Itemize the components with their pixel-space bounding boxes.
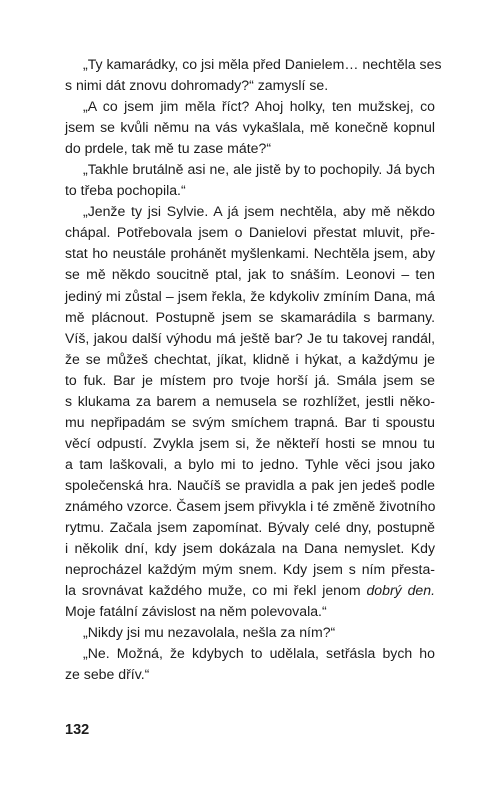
emphasis-text: dobrý den.	[366, 582, 435, 599]
paragraph	[65, 201, 435, 622]
text-line	[65, 454, 435, 475]
text-segment: Víš, jakou další výhodu má ještě bar? Je tu takovej randál,	[65, 329, 435, 346]
text-segment: Moje fatální závislost na něm polevovala.“	[65, 603, 327, 620]
text-segment: neprocházel každým mým snem. Kdy jsem s ním přesta-	[65, 561, 435, 578]
text-segment: známého vzorce. Časem jsem přivykla i té změně životního	[65, 497, 436, 514]
text-line	[65, 601, 435, 622]
text-segment: chápal. Potřebovala jsem o Danielovi přestat mluvit, pře-	[65, 224, 435, 241]
text-line	[65, 180, 435, 201]
text-segment: „Takhle brutálně asi ne, ale jistě by to pochopily. Já bych	[83, 161, 435, 178]
text-segment: s klukama za barem a nemusela se rozhlížet, jestli něko-	[65, 392, 435, 409]
text-line	[65, 138, 435, 159]
page-number: 132	[65, 722, 90, 738]
text-line	[65, 54, 442, 75]
text-segment: do prdele, tak mě tu zase máte?“	[65, 140, 272, 157]
paragraph	[65, 159, 435, 201]
text-line	[65, 307, 435, 328]
text-line	[65, 96, 435, 117]
text-segment: „Ty kamarádky, co jsi měla před Danielem… nechtěla ses	[83, 56, 442, 72]
text-segment: se mě někdo soucitně ptal, jak to snáším. Leonovi – ten	[65, 266, 435, 283]
text-line	[65, 243, 435, 264]
text-line	[65, 370, 435, 391]
text-segment: společenská hra. Naučíš se pravidla a pak jen jedeš podle	[65, 476, 435, 493]
text-line	[65, 559, 435, 580]
text-line	[65, 538, 435, 559]
text-line	[65, 328, 435, 349]
text-line	[65, 391, 435, 412]
text-line	[65, 264, 435, 285]
text-segment: to třeba pochopila.“	[65, 182, 186, 199]
text-segment: mě plácnout. Postupně jsem se skamarádila s barmany.	[65, 308, 435, 325]
text-segment: mu nepřipadám se svým smíchem trapná. Bar ti spoustu	[65, 413, 435, 430]
paragraph	[65, 622, 435, 643]
text-line	[65, 433, 435, 454]
text-segment: „A co jsem jim měla říct? Ahoj holky, ten mužskej, co	[83, 98, 435, 115]
paragraph	[65, 96, 435, 159]
text-segment: a tam laškovali, a bylo mi to jedno. Tyhle věci jsou jako	[65, 455, 435, 472]
paragraph	[65, 643, 435, 685]
text-segment: jsem se kvůli němu na vás vykašlala, mě konečně kopnul	[65, 119, 435, 136]
text-line	[65, 349, 435, 370]
text-segment: ze sebe dřív.“	[65, 666, 150, 683]
text-segment: že se můžeš chechtat, jíkat, klidně i hýkat, a každýmu je	[65, 350, 435, 367]
text-line	[65, 475, 435, 496]
text-segment: s nimi dát znovu dohromady?“ zamyslí se.	[65, 77, 329, 94]
text-line	[65, 622, 435, 643]
text-segment: „Nikdy jsi mu nezavolala, nešla za ním?“	[83, 624, 336, 641]
text-line	[65, 496, 435, 517]
text-line	[65, 517, 435, 538]
text-line	[65, 580, 435, 601]
text-segment: i několik dní, kdy jsem dokázala na Dana nemyslet. Kdy	[65, 540, 435, 557]
text-line	[65, 222, 435, 243]
text-segment: „Ne. Možná, že kdybych to udělala, setřásla bych ho	[83, 645, 435, 662]
text-segment: to fuk. Bar je místem pro tvoje horší já. Smála jsem se	[65, 371, 435, 388]
text-line	[65, 412, 435, 433]
text-line	[65, 643, 435, 664]
paragraph	[65, 54, 442, 96]
text-segment: „Jenže ty jsi Sylvie. A já jsem nechtěla, aby mě někdo	[83, 203, 435, 220]
text-segment: věcí odpustí. Zvykla jsem si, že někteří hosti se mnou tu	[65, 434, 435, 451]
text-line	[65, 159, 435, 180]
text-line	[65, 286, 435, 307]
text-line	[65, 117, 435, 138]
text-segment: stat ho neustále prohánět myšlenkami. Nechtěla jsem, aby	[65, 245, 435, 262]
text-line	[65, 664, 435, 685]
text-segment: rytmu. Začala jsem zapomínat. Bývaly celé dny, postupně	[65, 519, 435, 536]
text-segment: jediný mi zůstal – jsem řekla, že kdykoliv zmíním Dana, má	[65, 287, 435, 304]
body-text	[65, 54, 442, 685]
text-line	[65, 75, 435, 96]
text-segment: la srovnávat každého muže, co mi řekl jenom	[65, 582, 367, 599]
text-line	[65, 201, 435, 222]
